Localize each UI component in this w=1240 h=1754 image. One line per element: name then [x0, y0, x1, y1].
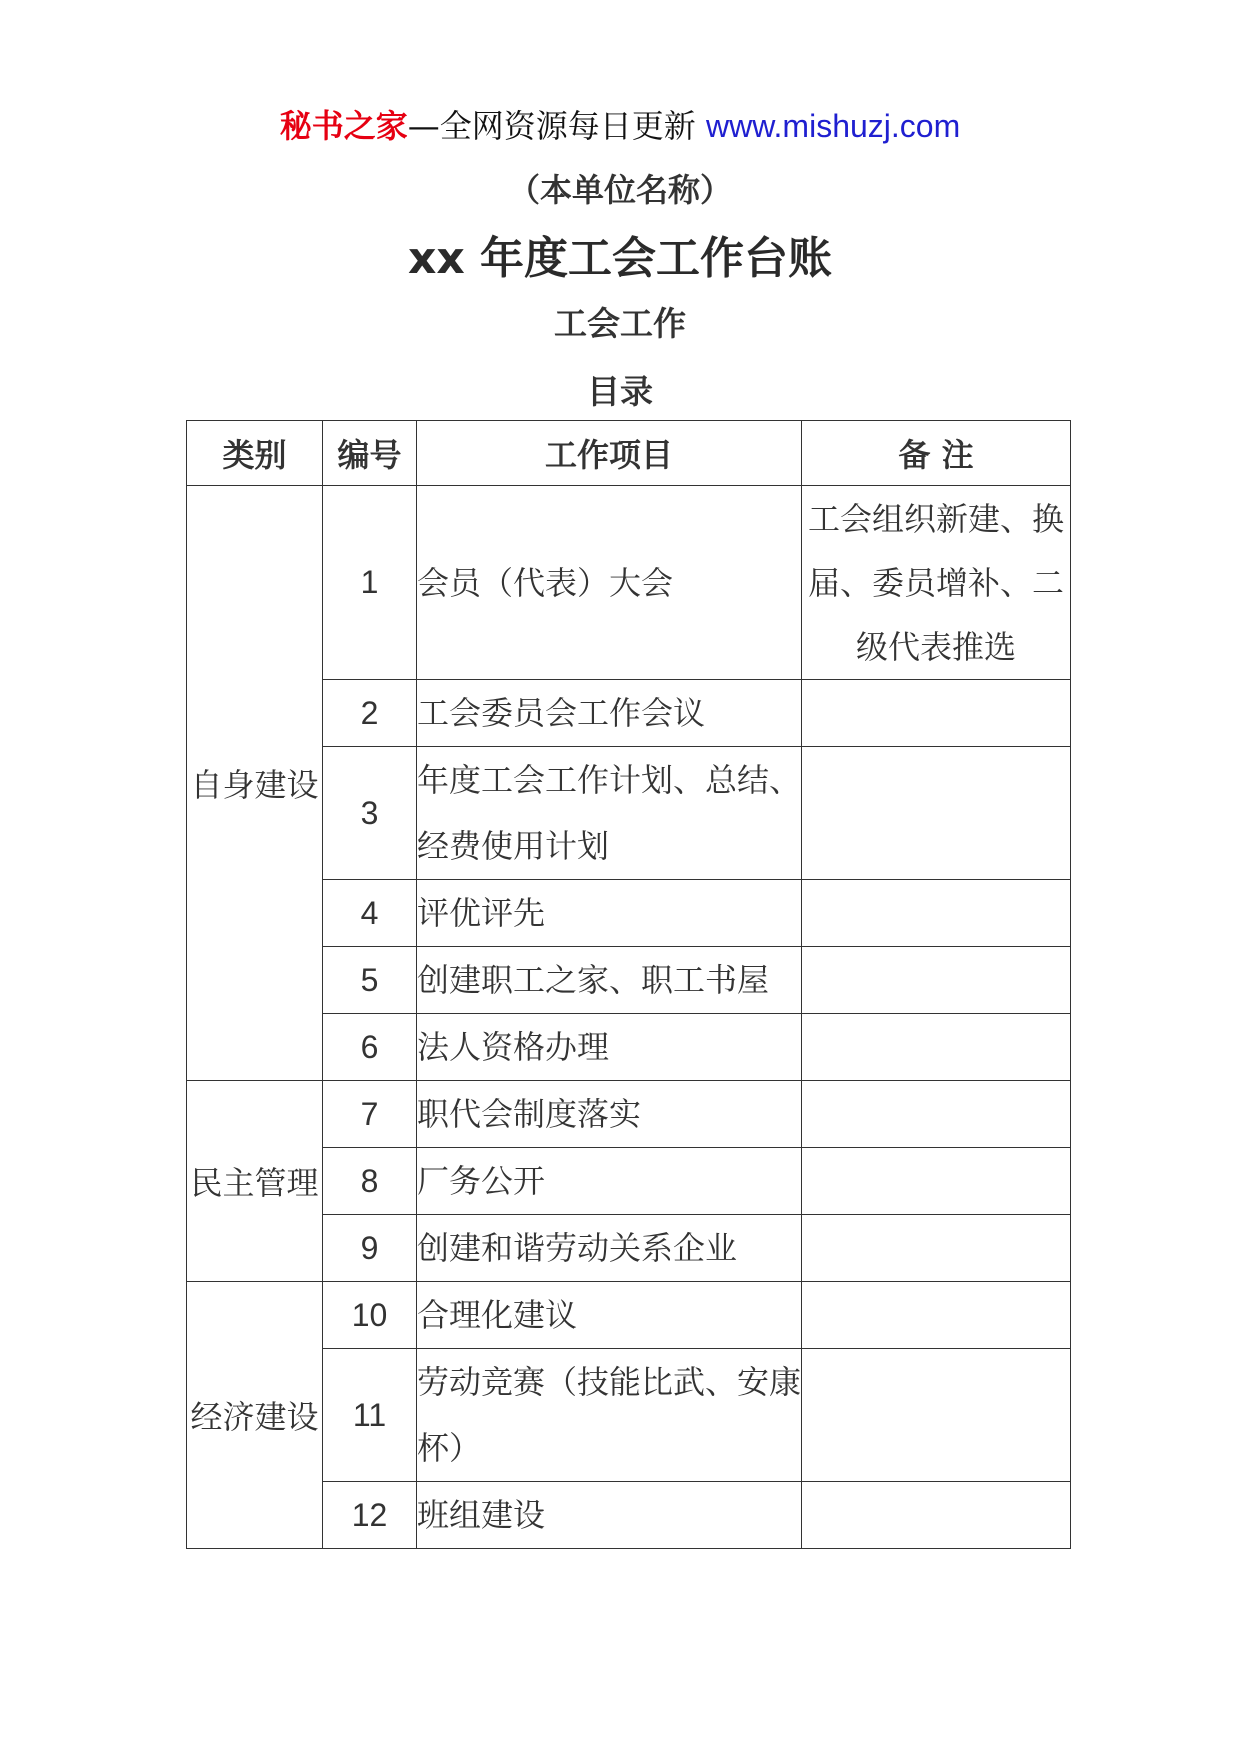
row-number: 2 [323, 680, 417, 747]
work-item: 劳动竞赛（技能比武、安康杯） [417, 1349, 802, 1482]
row-number: 12 [323, 1482, 417, 1549]
work-item: 职代会制度落实 [417, 1081, 802, 1148]
remark [802, 880, 1071, 947]
remark [802, 1349, 1071, 1482]
brand-name: 秘书之家 [279, 107, 408, 145]
site-banner [0, 104, 1240, 148]
table-row [187, 1081, 1071, 1148]
toc-heading: 目录 [587, 372, 653, 411]
row-number: 10 [323, 1282, 417, 1349]
row-number: 5 [323, 947, 417, 1014]
table-row [187, 486, 1071, 680]
category-cell: 自身建设 [187, 486, 323, 1081]
row-number: 1 [323, 486, 417, 680]
work-item: 法人资格办理 [417, 1014, 802, 1081]
remark [802, 1282, 1071, 1349]
remark [802, 1215, 1071, 1282]
remark: 工会组织新建、换届、委员增补、二级代表推选 [802, 486, 1071, 680]
row-number: 3 [323, 747, 417, 880]
remark [802, 1081, 1071, 1148]
table-row [187, 1282, 1071, 1349]
work-item: 工会委员会工作会议 [417, 680, 802, 747]
site-tagline: —全网资源每日更新 [407, 107, 696, 145]
work-item: 年度工会工作计划、总结、经费使用计划 [417, 747, 802, 880]
remark [802, 947, 1071, 1014]
row-number: 4 [323, 880, 417, 947]
unit-name: （本单位名称） [507, 171, 732, 209]
work-item: 会员（代表）大会 [417, 486, 802, 680]
remark [802, 1148, 1071, 1215]
work-item: 合理化建议 [417, 1282, 802, 1349]
header-number: 编号 [323, 421, 417, 486]
table-header-row [187, 421, 1071, 486]
row-number: 6 [323, 1014, 417, 1081]
section-title: 工会工作 [554, 304, 686, 343]
work-item: 创建职工之家、职工书屋 [417, 947, 802, 1014]
remark [802, 680, 1071, 747]
remark [802, 747, 1071, 880]
work-item: 班组建设 [417, 1482, 802, 1549]
category-cell: 经济建设 [187, 1282, 323, 1549]
header-remarks: 备 注 [802, 421, 1071, 486]
row-number: 9 [323, 1215, 417, 1282]
row-number: 11 [323, 1349, 417, 1482]
remark [802, 1014, 1071, 1081]
row-number: 8 [323, 1148, 417, 1215]
remark [802, 1482, 1071, 1549]
site-url-link[interactable]: www.mishuzj.com [705, 108, 961, 144]
header-category: 类别 [187, 421, 323, 486]
work-item: 创建和谐劳动关系企业 [417, 1215, 802, 1282]
document-title: xx 年度工会工作台账 [407, 233, 833, 284]
work-ledger-table [186, 420, 1071, 1549]
category-cell: 民主管理 [187, 1081, 323, 1282]
header-work-item: 工作项目 [417, 421, 802, 486]
row-number: 7 [323, 1081, 417, 1148]
work-item: 评优评先 [417, 880, 802, 947]
work-item: 厂务公开 [417, 1148, 802, 1215]
